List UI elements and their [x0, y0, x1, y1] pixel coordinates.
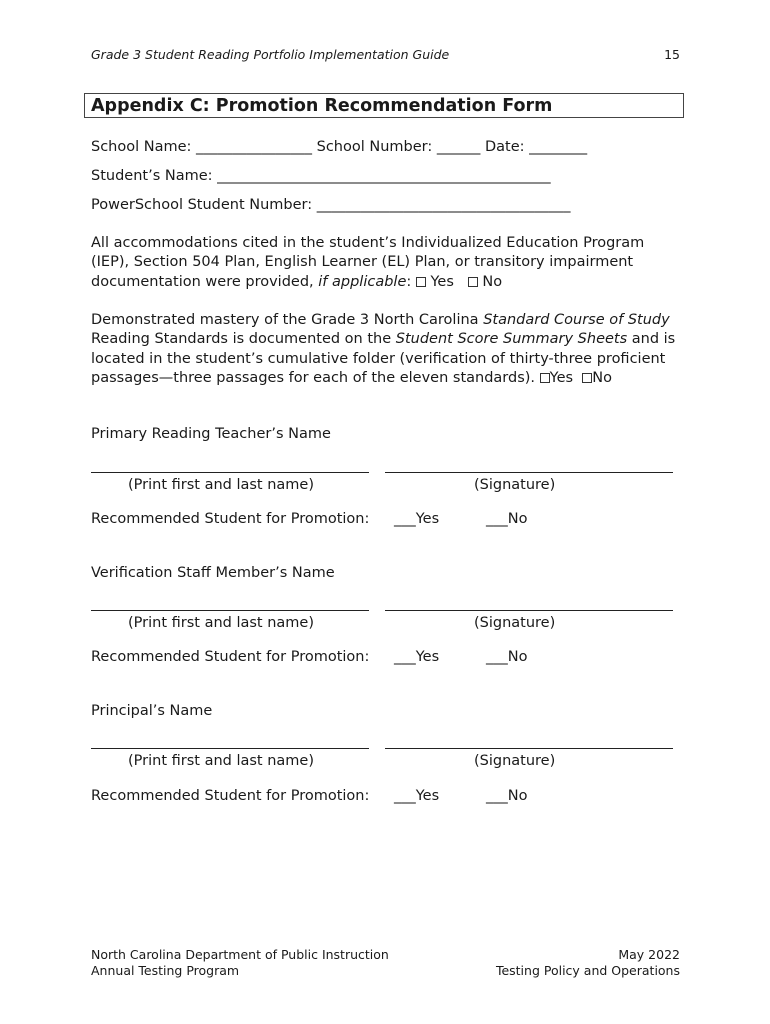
recommend-no-blank[interactable]: ___No [486, 649, 528, 665]
signature-label: (Signature) [474, 753, 556, 769]
mastery-text-2: Reading Standards is documented on the [91, 331, 392, 348]
mastery-yes-label: Yes [549, 369, 574, 386]
mastery-no-checkbox[interactable] [582, 373, 592, 383]
primary-teacher-role: Primary Reading Teacher’s Name [91, 426, 331, 442]
verification-staff-name-line[interactable] [91, 610, 369, 611]
footer-department: North Carolina Department of Public Instruction [91, 947, 389, 962]
mastery-text-1: Demonstrated mastery of the Grade 3 North Carolina [91, 312, 479, 328]
recommend-no-blank[interactable]: ___No [486, 511, 528, 527]
primary-teacher-name-line[interactable] [91, 472, 369, 473]
if-applicable-text: if applicable [318, 273, 407, 290]
student-name-line[interactable]: Student’s Name: ______________________________________________ [91, 168, 551, 184]
footer-office: Testing Policy and Operations [495, 963, 680, 978]
print-name-label: (Print first and last name) [128, 477, 314, 493]
mastery-italic-2: Student Score Summary Sheets [395, 331, 628, 348]
recommend-no-blank[interactable]: ___No [486, 788, 528, 804]
footer-right [496, 947, 680, 979]
colon: : [406, 273, 412, 290]
principal-role: Principal’s Name [91, 703, 213, 719]
mastery-yes-checkbox[interactable] [540, 373, 550, 383]
primary-teacher-signature-line[interactable] [385, 472, 673, 473]
recommend-label: Recommended Student for Promotion: [91, 649, 370, 665]
verification-staff-signature-line[interactable] [385, 610, 673, 611]
recommend-yes-blank[interactable]: ___Yes [394, 511, 440, 527]
school-info-line[interactable]: School Name: ________________ School Number: ______ Date: ________ [91, 139, 588, 155]
accommodations-paragraph [91, 234, 683, 292]
powerschool-number-line[interactable]: PowerSchool Student Number: ___________________________________ [91, 197, 571, 213]
accommodations-yes-checkbox[interactable] [416, 277, 426, 287]
recommend-label: Recommended Student for Promotion: [91, 788, 370, 804]
footer-date: May 2022 [618, 947, 680, 962]
accommodations-yes-label: Yes [430, 273, 454, 290]
accommodations-no-checkbox[interactable] [468, 277, 478, 287]
signature-label: (Signature) [474, 477, 556, 493]
footer-left [91, 947, 389, 979]
principal-name-line[interactable] [91, 748, 369, 749]
accommodations-text: All accommodations cited in the student’s Individualized Education Program (IEP), Section 504 Plan, English Learner (EL) Plan, or transitory impairment documentation were provided, [91, 235, 645, 290]
principal-signature-line[interactable] [385, 748, 673, 749]
mastery-italic-1: Standard Course of Study [483, 312, 670, 328]
accommodations-no-label: No [482, 273, 503, 290]
recommend-label: Recommended Student for Promotion: [91, 511, 370, 527]
mastery-text-3: and is located in the student’s cumulative folder (verification of thirty-three proficient passages—three passages for each of the eleven standards). [91, 331, 676, 386]
print-name-label: (Print first and last name) [128, 753, 314, 769]
signature-label: (Signature) [474, 615, 556, 631]
recommend-yes-blank[interactable]: ___Yes [394, 788, 440, 804]
mastery-paragraph [91, 311, 683, 388]
page-title: Appendix C: Promotion Recommendation Form [91, 96, 553, 116]
running-header: Grade 3 Student Reading Portfolio Implementation Guide [91, 47, 450, 62]
print-name-label: (Print first and last name) [128, 615, 314, 631]
footer-program: Annual Testing Program [91, 963, 240, 978]
mastery-no-label: No [592, 369, 612, 386]
verification-staff-role: Verification Staff Member’s Name [91, 565, 335, 581]
page-number: 15 [664, 47, 680, 62]
recommend-yes-blank[interactable]: ___Yes [394, 649, 440, 665]
